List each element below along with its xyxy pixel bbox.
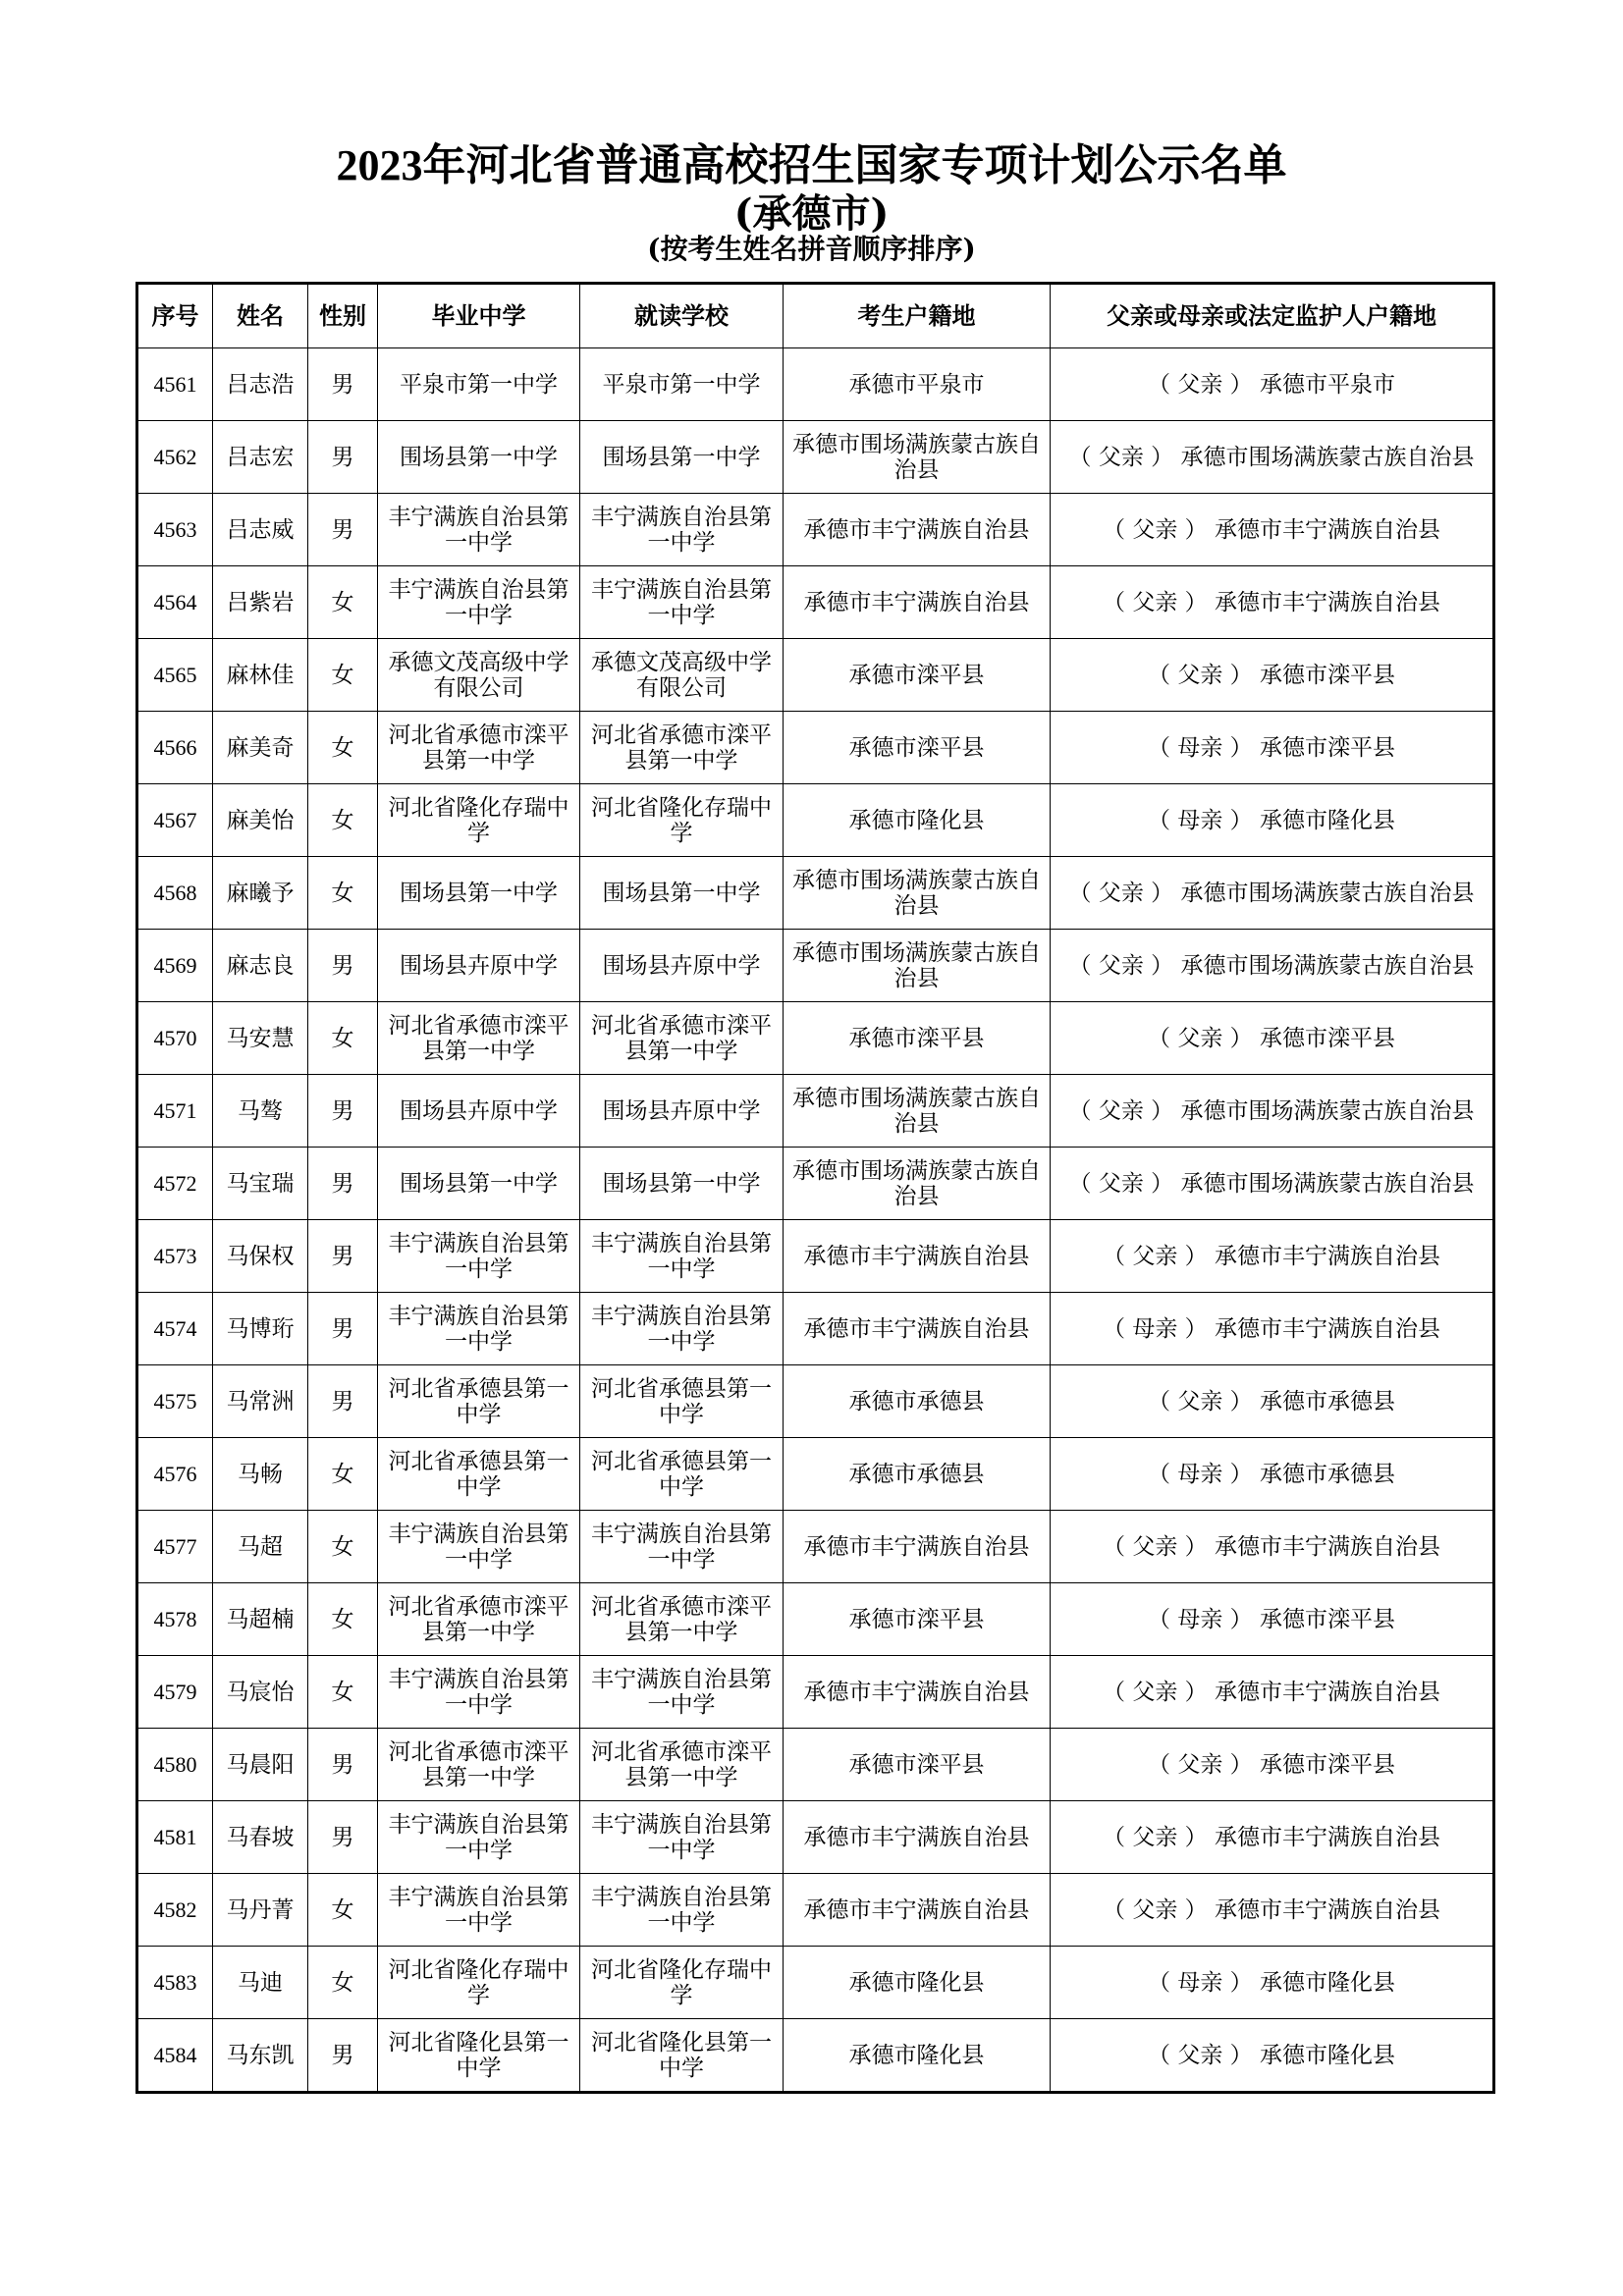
seq-cell: 4581 [137, 1801, 213, 1874]
name-cell: 吕志宏 [213, 421, 308, 494]
student-hukou-cell: 承德市围场满族蒙古族自治县 [784, 1075, 1051, 1148]
table-row [137, 566, 1494, 639]
graduation-school-cell: 河北省隆化存瑞中学 [378, 784, 580, 857]
gender-cell: 女 [308, 857, 378, 930]
guardian-hukou-cell: （ 父亲 ） 承德市滦平县 [1051, 1729, 1494, 1801]
seq-cell: 4578 [137, 1583, 213, 1656]
student-hukou-cell: 承德市滦平县 [784, 1002, 1051, 1075]
gender-cell: 男 [308, 930, 378, 1002]
student-hukou-cell: 承德市丰宁满族自治县 [784, 566, 1051, 639]
roster-table [135, 282, 1495, 2094]
table-row [137, 857, 1494, 930]
student-hukou-cell: 承德市承德县 [784, 1365, 1051, 1438]
header-gender: 性别 [308, 284, 378, 348]
graduation-school-cell: 围场县卉原中学 [378, 1075, 580, 1148]
name-cell: 麻美奇 [213, 712, 308, 784]
gender-cell: 女 [308, 639, 378, 712]
guardian-hukou-cell: （ 父亲 ） 承德市围场满族蒙古族自治县 [1051, 1148, 1494, 1220]
student-hukou-cell: 承德市围场满族蒙古族自治县 [784, 930, 1051, 1002]
current-school-cell: 丰宁满族自治县第一中学 [580, 1220, 784, 1293]
current-school-cell: 河北省隆化存瑞中学 [580, 784, 784, 857]
gender-cell: 女 [308, 1438, 378, 1511]
header-guardian-hukou: 父亲或母亲或法定监护人户籍地 [1051, 284, 1494, 348]
guardian-hukou-cell: （ 父亲 ） 承德市滦平县 [1051, 639, 1494, 712]
guardian-hukou-cell: （ 父亲 ） 承德市滦平县 [1051, 1002, 1494, 1075]
guardian-hukou-cell: （ 母亲 ） 承德市滦平县 [1051, 712, 1494, 784]
table-row [137, 2019, 1494, 2093]
current-school-cell: 河北省隆化县第一中学 [580, 2019, 784, 2093]
table-row [137, 1075, 1494, 1148]
gender-cell: 男 [308, 1148, 378, 1220]
gender-cell: 女 [308, 1002, 378, 1075]
gender-cell: 男 [308, 1293, 378, 1365]
seq-cell: 4576 [137, 1438, 213, 1511]
graduation-school-cell: 河北省承德市滦平县第一中学 [378, 712, 580, 784]
name-cell: 麻曦予 [213, 857, 308, 930]
name-cell: 麻志良 [213, 930, 308, 1002]
seq-cell: 4574 [137, 1293, 213, 1365]
header-current-school: 就读学校 [580, 284, 784, 348]
current-school-cell: 围场县第一中学 [580, 1148, 784, 1220]
student-hukou-cell: 承德市平泉市 [784, 348, 1051, 421]
gender-cell: 男 [308, 421, 378, 494]
table-row [137, 712, 1494, 784]
table-row [137, 639, 1494, 712]
guardian-hukou-cell: （ 父亲 ） 承德市丰宁满族自治县 [1051, 494, 1494, 566]
current-school-cell: 河北省承德县第一中学 [580, 1365, 784, 1438]
guardian-hukou-cell: （ 母亲 ） 承德市隆化县 [1051, 784, 1494, 857]
graduation-school-cell: 围场县卉原中学 [378, 930, 580, 1002]
current-school-cell: 河北省承德市滦平县第一中学 [580, 1729, 784, 1801]
gender-cell: 男 [308, 1220, 378, 1293]
student-hukou-cell: 承德市丰宁满族自治县 [784, 1511, 1051, 1583]
seq-cell: 4579 [137, 1656, 213, 1729]
current-school-cell: 丰宁满族自治县第一中学 [580, 566, 784, 639]
name-cell: 马骜 [213, 1075, 308, 1148]
name-cell: 马博珩 [213, 1293, 308, 1365]
name-cell: 马春坡 [213, 1801, 308, 1874]
gender-cell: 女 [308, 1511, 378, 1583]
name-cell: 吕志威 [213, 494, 308, 566]
seq-cell: 4583 [137, 1947, 213, 2019]
graduation-school-cell: 围场县第一中学 [378, 1148, 580, 1220]
current-school-cell: 丰宁满族自治县第一中学 [580, 1656, 784, 1729]
name-cell: 马晨阳 [213, 1729, 308, 1801]
current-school-cell: 平泉市第一中学 [580, 348, 784, 421]
student-hukou-cell: 承德市围场满族蒙古族自治县 [784, 857, 1051, 930]
table-row [137, 1947, 1494, 2019]
graduation-school-cell: 围场县第一中学 [378, 857, 580, 930]
current-school-cell: 围场县卉原中学 [580, 930, 784, 1002]
seq-cell: 4582 [137, 1874, 213, 1947]
table-row [137, 1220, 1494, 1293]
graduation-school-cell: 河北省隆化存瑞中学 [378, 1947, 580, 2019]
seq-cell: 4580 [137, 1729, 213, 1801]
guardian-hukou-cell: （ 母亲 ） 承德市滦平县 [1051, 1583, 1494, 1656]
graduation-school-cell: 承德文茂高级中学有限公司 [378, 639, 580, 712]
name-cell: 马宸怡 [213, 1656, 308, 1729]
seq-cell: 4573 [137, 1220, 213, 1293]
name-cell: 吕志浩 [213, 348, 308, 421]
graduation-school-cell: 丰宁满族自治县第一中学 [378, 1874, 580, 1947]
graduation-school-cell: 河北省承德市滦平县第一中学 [378, 1002, 580, 1075]
name-cell: 马超楠 [213, 1583, 308, 1656]
student-hukou-cell: 承德市丰宁满族自治县 [784, 1293, 1051, 1365]
graduation-school-cell: 丰宁满族自治县第一中学 [378, 566, 580, 639]
guardian-hukou-cell: （ 父亲 ） 承德市围场满族蒙古族自治县 [1051, 857, 1494, 930]
table-row [137, 421, 1494, 494]
seq-cell: 4570 [137, 1002, 213, 1075]
table-row [137, 1656, 1494, 1729]
document-subtitle: (承德市) [733, 190, 890, 237]
table-row [137, 784, 1494, 857]
student-hukou-cell: 承德市丰宁满族自治县 [784, 1656, 1051, 1729]
table-row [137, 1801, 1494, 1874]
header-seq: 序号 [137, 284, 213, 348]
table-row [137, 1729, 1494, 1801]
guardian-hukou-cell: （ 父亲 ） 承德市丰宁满族自治县 [1051, 1511, 1494, 1583]
name-cell: 马常洲 [213, 1365, 308, 1438]
student-hukou-cell: 承德市丰宁满族自治县 [784, 1801, 1051, 1874]
graduation-school-cell: 河北省承德县第一中学 [378, 1365, 580, 1438]
guardian-hukou-cell: （ 父亲 ） 承德市隆化县 [1051, 2019, 1494, 2093]
current-school-cell: 丰宁满族自治县第一中学 [580, 494, 784, 566]
seq-cell: 4562 [137, 421, 213, 494]
seq-cell: 4584 [137, 2019, 213, 2093]
gender-cell: 女 [308, 1947, 378, 2019]
seq-cell: 4572 [137, 1148, 213, 1220]
header-graduation-school: 毕业中学 [378, 284, 580, 348]
guardian-hukou-cell: （ 父亲 ） 承德市丰宁满族自治县 [1051, 1220, 1494, 1293]
student-hukou-cell: 承德市围场满族蒙古族自治县 [784, 1148, 1051, 1220]
table-header-row [137, 284, 1494, 348]
graduation-school-cell: 丰宁满族自治县第一中学 [378, 1511, 580, 1583]
gender-cell: 女 [308, 1583, 378, 1656]
table-row [137, 1438, 1494, 1511]
graduation-school-cell: 河北省承德县第一中学 [378, 1438, 580, 1511]
gender-cell: 女 [308, 566, 378, 639]
graduation-school-cell: 丰宁满族自治县第一中学 [378, 1656, 580, 1729]
guardian-hukou-cell: （ 母亲 ） 承德市隆化县 [1051, 1947, 1494, 2019]
gender-cell: 男 [308, 2019, 378, 2093]
header-name: 姓名 [213, 284, 308, 348]
seq-cell: 4575 [137, 1365, 213, 1438]
name-cell: 吕紫岩 [213, 566, 308, 639]
gender-cell: 男 [308, 1801, 378, 1874]
current-school-cell: 围场县卉原中学 [580, 1075, 784, 1148]
guardian-hukou-cell: （ 父亲 ） 承德市围场满族蒙古族自治县 [1051, 930, 1494, 1002]
student-hukou-cell: 承德市承德县 [784, 1438, 1051, 1511]
student-hukou-cell: 承德市丰宁满族自治县 [784, 1220, 1051, 1293]
header-student-hukou: 考生户籍地 [784, 284, 1051, 348]
gender-cell: 男 [308, 1729, 378, 1801]
graduation-school-cell: 丰宁满族自治县第一中学 [378, 1220, 580, 1293]
guardian-hukou-cell: （ 父亲 ） 承德市丰宁满族自治县 [1051, 1874, 1494, 1947]
current-school-cell: 丰宁满族自治县第一中学 [580, 1801, 784, 1874]
table-row [137, 494, 1494, 566]
name-cell: 马保权 [213, 1220, 308, 1293]
table-row [137, 348, 1494, 421]
table-row [137, 930, 1494, 1002]
seq-cell: 4564 [137, 566, 213, 639]
current-school-cell: 围场县第一中学 [580, 857, 784, 930]
gender-cell: 男 [308, 1075, 378, 1148]
guardian-hukou-cell: （ 母亲 ） 承德市丰宁满族自治县 [1051, 1293, 1494, 1365]
student-hukou-cell: 承德市滦平县 [784, 712, 1051, 784]
current-school-cell: 河北省承德市滦平县第一中学 [580, 1583, 784, 1656]
student-hukou-cell: 承德市滦平县 [784, 639, 1051, 712]
current-school-cell: 河北省承德市滦平县第一中学 [580, 1002, 784, 1075]
graduation-school-cell: 河北省隆化县第一中学 [378, 2019, 580, 2093]
seq-cell: 4563 [137, 494, 213, 566]
name-cell: 马超 [213, 1511, 308, 1583]
seq-cell: 4561 [137, 348, 213, 421]
guardian-hukou-cell: （ 父亲 ） 承德市丰宁满族自治县 [1051, 566, 1494, 639]
guardian-hukou-cell: （ 父亲 ） 承德市丰宁满族自治县 [1051, 1801, 1494, 1874]
guardian-hukou-cell: （ 母亲 ） 承德市承德县 [1051, 1438, 1494, 1511]
name-cell: 麻林佳 [213, 639, 308, 712]
table-row [137, 1511, 1494, 1583]
table-row [137, 1874, 1494, 1947]
student-hukou-cell: 承德市隆化县 [784, 2019, 1051, 2093]
sort-note: (按考生姓名拼音顺序排序) [647, 233, 976, 265]
seq-cell: 4569 [137, 930, 213, 1002]
graduation-school-cell: 平泉市第一中学 [378, 348, 580, 421]
name-cell: 马迪 [213, 1947, 308, 2019]
document-title: 2023年河北省普通高校招生国家专项计划公示名单 [336, 141, 1287, 189]
guardian-hukou-cell: （ 父亲 ） 承德市围场满族蒙古族自治县 [1051, 421, 1494, 494]
current-school-cell: 丰宁满族自治县第一中学 [580, 1874, 784, 1947]
student-hukou-cell: 承德市围场满族蒙古族自治县 [784, 421, 1051, 494]
table-row [137, 1002, 1494, 1075]
student-hukou-cell: 承德市丰宁满族自治县 [784, 494, 1051, 566]
name-cell: 马畅 [213, 1438, 308, 1511]
current-school-cell: 承德文茂高级中学有限公司 [580, 639, 784, 712]
student-hukou-cell: 承德市隆化县 [784, 784, 1051, 857]
gender-cell: 女 [308, 784, 378, 857]
gender-cell: 男 [308, 494, 378, 566]
student-hukou-cell: 承德市隆化县 [784, 1947, 1051, 2019]
current-school-cell: 河北省承德市滦平县第一中学 [580, 712, 784, 784]
graduation-school-cell: 丰宁满族自治县第一中学 [378, 494, 580, 566]
seq-cell: 4566 [137, 712, 213, 784]
gender-cell: 女 [308, 1656, 378, 1729]
table-row [137, 1293, 1494, 1365]
graduation-school-cell: 丰宁满族自治县第一中学 [378, 1293, 580, 1365]
seq-cell: 4567 [137, 784, 213, 857]
current-school-cell: 河北省隆化存瑞中学 [580, 1947, 784, 2019]
name-cell: 马东凯 [213, 2019, 308, 2093]
name-cell: 麻美怡 [213, 784, 308, 857]
name-cell: 马安慧 [213, 1002, 308, 1075]
current-school-cell: 丰宁满族自治县第一中学 [580, 1511, 784, 1583]
gender-cell: 女 [308, 1874, 378, 1947]
graduation-school-cell: 围场县第一中学 [378, 421, 580, 494]
guardian-hukou-cell: （ 父亲 ） 承德市丰宁满族自治县 [1051, 1656, 1494, 1729]
current-school-cell: 丰宁满族自治县第一中学 [580, 1293, 784, 1365]
current-school-cell: 围场县第一中学 [580, 421, 784, 494]
guardian-hukou-cell: （ 父亲 ） 承德市平泉市 [1051, 348, 1494, 421]
table-row [137, 1365, 1494, 1438]
table-row [137, 1148, 1494, 1220]
seq-cell: 4571 [137, 1075, 213, 1148]
graduation-school-cell: 丰宁满族自治县第一中学 [378, 1801, 580, 1874]
gender-cell: 男 [308, 1365, 378, 1438]
student-hukou-cell: 承德市滦平县 [784, 1729, 1051, 1801]
seq-cell: 4565 [137, 639, 213, 712]
guardian-hukou-cell: （ 父亲 ） 承德市承德县 [1051, 1365, 1494, 1438]
seq-cell: 4568 [137, 857, 213, 930]
table-row [137, 1583, 1494, 1656]
current-school-cell: 河北省承德县第一中学 [580, 1438, 784, 1511]
gender-cell: 女 [308, 712, 378, 784]
name-cell: 马宝瑞 [213, 1148, 308, 1220]
name-cell: 马丹菁 [213, 1874, 308, 1947]
graduation-school-cell: 河北省承德市滦平县第一中学 [378, 1729, 580, 1801]
student-hukou-cell: 承德市滦平县 [784, 1583, 1051, 1656]
gender-cell: 男 [308, 348, 378, 421]
guardian-hukou-cell: （ 父亲 ） 承德市围场满族蒙古族自治县 [1051, 1075, 1494, 1148]
seq-cell: 4577 [137, 1511, 213, 1583]
student-hukou-cell: 承德市丰宁满族自治县 [784, 1874, 1051, 1947]
graduation-school-cell: 河北省承德市滦平县第一中学 [378, 1583, 580, 1656]
